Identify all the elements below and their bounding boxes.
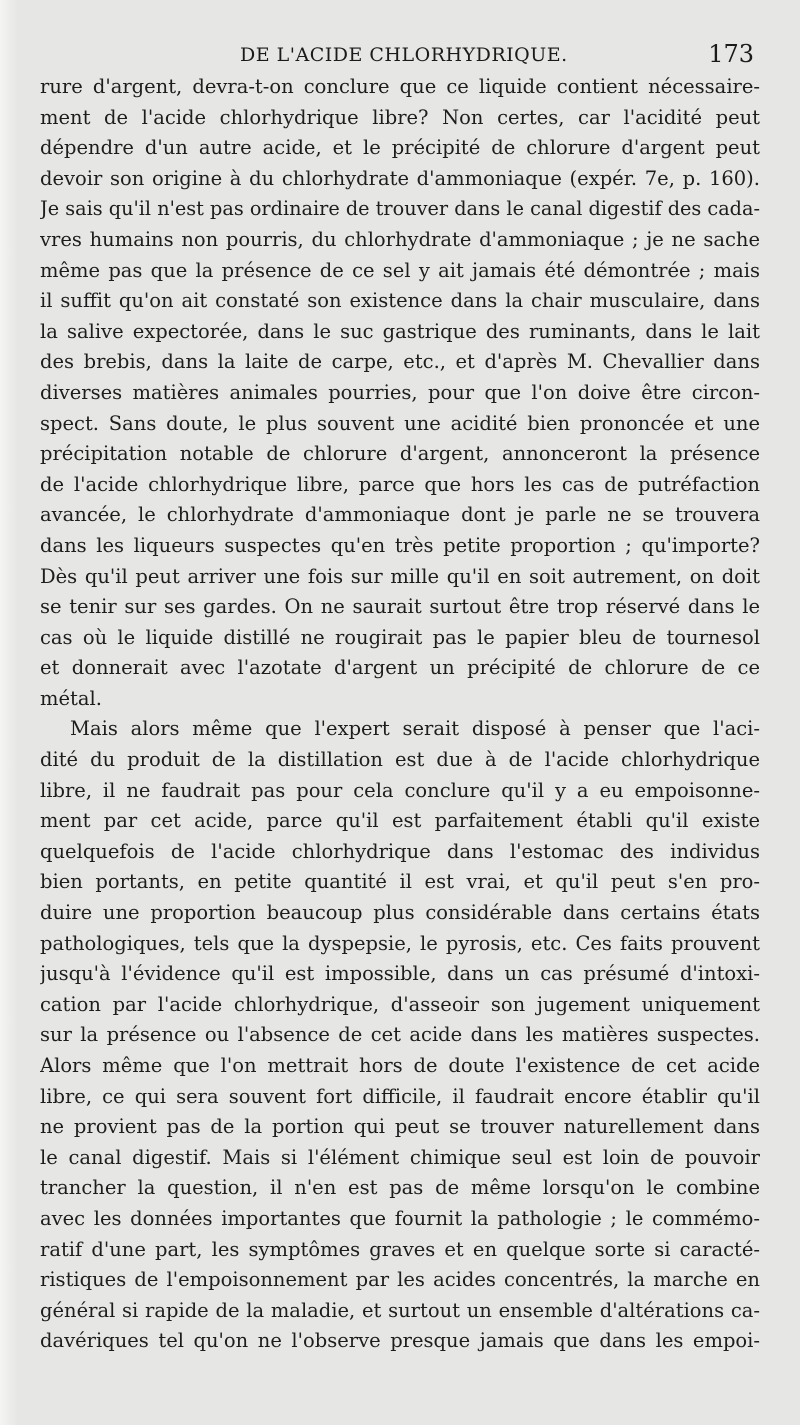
text-line: il suffit qu'on ait constaté son existence dans la chair musculaire, dans <box>40 289 760 313</box>
text-line: sur la présence ou l'absence de cet acide dans les matières suspectes. <box>40 1023 760 1047</box>
text-line: précipitation notable de chlorure d'argent, annonceront la présence <box>40 442 760 466</box>
text-line: et donnerait avec l'azotate d'argent un précipité de chlorure de ce <box>40 656 760 680</box>
text-line: avec les données importantes que fournit la pathologie ; le commémo- <box>40 1206 760 1230</box>
text-line: ne provient pas de la portion qui peut se trouver naturellement dans <box>40 1115 760 1139</box>
text-line: Alors même que l'on mettrait hors de doute l'existence de cet acide <box>40 1054 760 1077</box>
text-line: quelquefois de l'acide chlorhydrique dans l'estomac des individus <box>40 839 760 863</box>
text-line: des brebis, dans la laite de carpe, etc., et d'après M. Chevallier dans <box>40 350 760 374</box>
running-title: DE L'ACIDE CHLORHYDRIQUE. <box>240 44 568 66</box>
text-line: vres humains non pourris, du chlorhydrate d'ammoniaque ; je ne sache <box>40 227 760 251</box>
page-header <box>40 40 760 72</box>
text-line: ment par cet acide, parce qu'il est parfaitement établi qu'il existe <box>40 809 760 833</box>
page-number: 173 <box>708 40 754 68</box>
text-line: dans les liqueurs suspectes qu'en très petite proportion ; qu'importe? <box>40 533 760 557</box>
text-line: se tenir sur ses gardes. On ne saurait surtout être trop réservé dans le <box>40 595 760 619</box>
text-line: la salive expectorée, dans le suc gastrique des ruminants, dans le lait <box>40 319 760 343</box>
text-line: pathologiques, tels que la dyspepsie, le pyrosis, etc. Ces faits prouvent <box>40 931 760 955</box>
text-line: dité du produit de la distillation est due à de l'acide chlorhydrique <box>40 748 760 772</box>
text-line: davériques tel qu'on ne l'observe presque jamais que dans les empoi- <box>40 1329 760 1353</box>
text-line: ratif d'une part, les symptômes graves et en quelque sorte si caracté- <box>40 1237 760 1261</box>
text-line: ment de l'acide chlorhydrique libre? Non certes, car l'acidité peut <box>40 105 760 129</box>
text-line: avancée, le chlorhydrate d'ammoniaque dont je parle ne se trouvera <box>40 503 760 527</box>
text-line: Mais alors même que l'expert serait disposé à penser que l'aci- <box>70 717 760 741</box>
text-line: diverses matières animales pourries, pour que l'on doive être circon- <box>40 380 760 404</box>
text-line: général si rapide de la maladie, et surtout un ensemble d'altérations ca- <box>40 1298 760 1322</box>
text-line: métal. <box>40 686 102 710</box>
text-line: duire une proportion beaucoup plus considérable dans certains états <box>40 901 760 925</box>
text-line: rure d'argent, devra-t-on conclure que ce liquide contient nécessaire- <box>40 75 760 98</box>
text-line: bien portants, en petite quantité il est vrai, et qu'il peut s'en pro- <box>40 870 760 894</box>
text-line: cas où le liquide distillé ne rougirait pas le papier bleu de tournesol <box>40 625 760 649</box>
page-edge <box>0 0 18 1425</box>
text-line: Je sais qu'il n'est pas ordinaire de trouver dans le canal digestif des cada- <box>40 197 760 221</box>
text-line: libre, il ne faudrait pas pour cela conclure qu'il y a eu empoisonne- <box>40 778 760 802</box>
text-line: ristiques de l'empoisonnement par les acides concentrés, la marche en <box>40 1268 760 1292</box>
text-line: devoir son origine à du chlorhydrate d'ammoniaque (expér. 7e, p. 160). <box>40 166 760 190</box>
text-line: libre, ce qui sera souvent fort difficile, il faudrait encore établir qu'il <box>40 1084 760 1108</box>
text-line: jusqu'à l'évidence qu'il est impossible, dans un cas présumé d'intoxi- <box>40 962 760 986</box>
text-line: Dès qu'il peut arriver une fois sur mille qu'il en soit autrement, on doit <box>40 564 760 588</box>
text-line: trancher la question, il n'en est pas de même lorsqu'on le combine <box>40 1176 760 1200</box>
body-text <box>40 72 760 1357</box>
text-line: même pas que la présence de ce sel y ait jamais été démontrée ; mais <box>40 258 760 282</box>
text-line: le canal digestif. Mais si l'élément chimique seul est loin de pouvoir <box>40 1145 760 1169</box>
text-line: de l'acide chlorhydrique libre, parce que hors les cas de putréfaction <box>40 472 760 496</box>
text-line: cation par l'acide chlorhydrique, d'asseoir son jugement uniquement <box>40 992 760 1016</box>
text-line: dépendre d'un autre acide, et le précipité de chlorure d'argent peut <box>40 136 760 160</box>
text-line: spect. Sans doute, le plus souvent une acidité bien prononcée et une <box>40 411 760 435</box>
